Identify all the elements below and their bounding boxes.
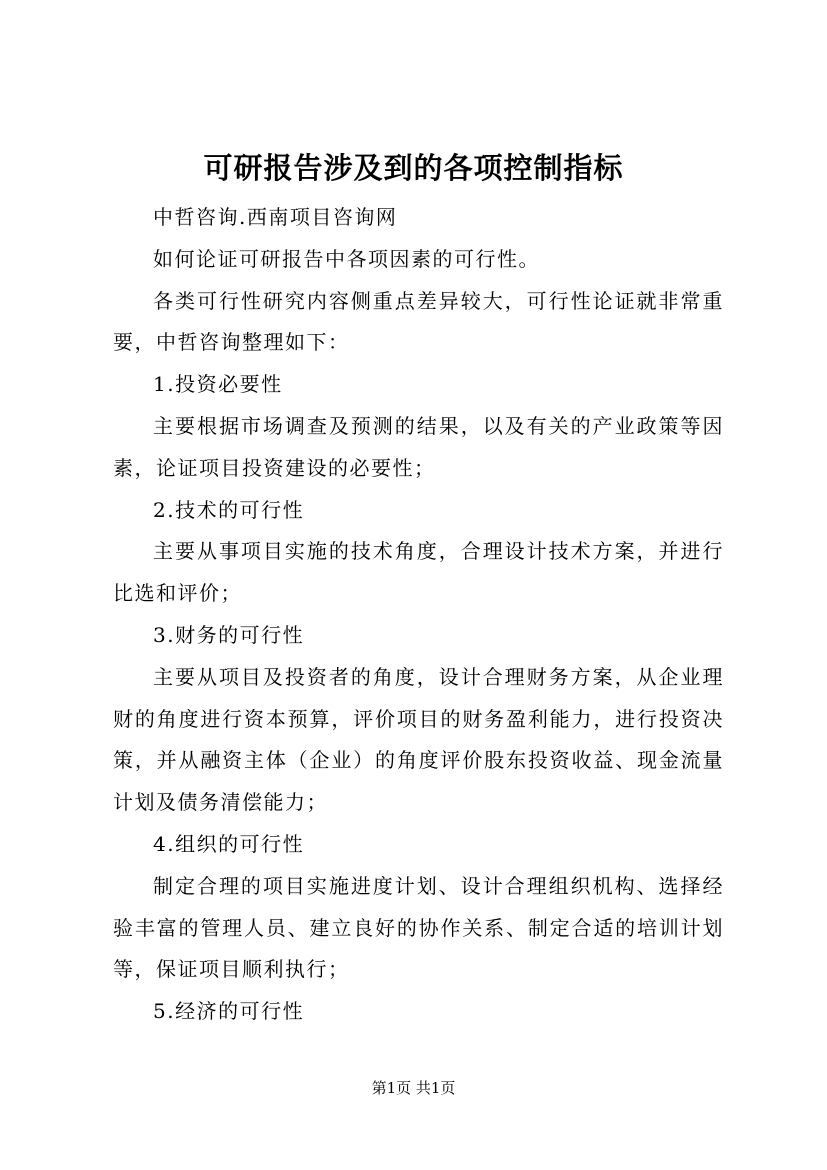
document-body (113, 197, 724, 1033)
paragraph-organizational-feasibility: 制定合理的项目实施进度计划、设计合理组织机构、选择经验丰富的管理人员、建立良好的协作关系、制定合适的培训计划等，保证项目顺利执行； (113, 873, 724, 982)
page-number-footer: 第1页 共1页 (371, 1079, 456, 1097)
paragraph-investment-necessity: 主要根据市场调查及预测的结果，以及有关的产业政策等因素，论证项目投资建设的必要性； (113, 413, 724, 480)
heading-organizational-feasibility: 4.组织的可行性 (153, 831, 305, 856)
document-title: 可研报告涉及到的各项控制指标 (203, 151, 624, 185)
heading-investment-necessity: 1.投资必要性 (153, 372, 283, 397)
paragraph-intro: 如何论证可研报告中各项因素的可行性。 (153, 246, 540, 271)
paragraph-financial-feasibility: 主要从项目及投资者的角度，设计合理财务方案，从企业理财的角度进行资本预算，评价项目的财务盈利能力，进行投资决策，并从融资主体（企业）的角度评价股东投资收益、现金流量计划及债务清偿能力； (113, 664, 724, 815)
paragraph-overview: 各类可行性研究内容侧重点差异较大，可行性论证就非常重要，中哲咨询整理如下： (113, 288, 724, 355)
paragraph-technical-feasibility: 主要从事项目实施的技术角度，合理设计技术方案，并进行比选和评价； (113, 539, 724, 606)
heading-economic-feasibility: 5.经济的可行性 (153, 999, 305, 1024)
paragraph-source: 中哲咨询.西南项目咨询网 (153, 205, 398, 229)
heading-financial-feasibility: 3.财务的可行性 (153, 622, 305, 647)
heading-technical-feasibility: 2.技术的可行性 (153, 497, 305, 522)
